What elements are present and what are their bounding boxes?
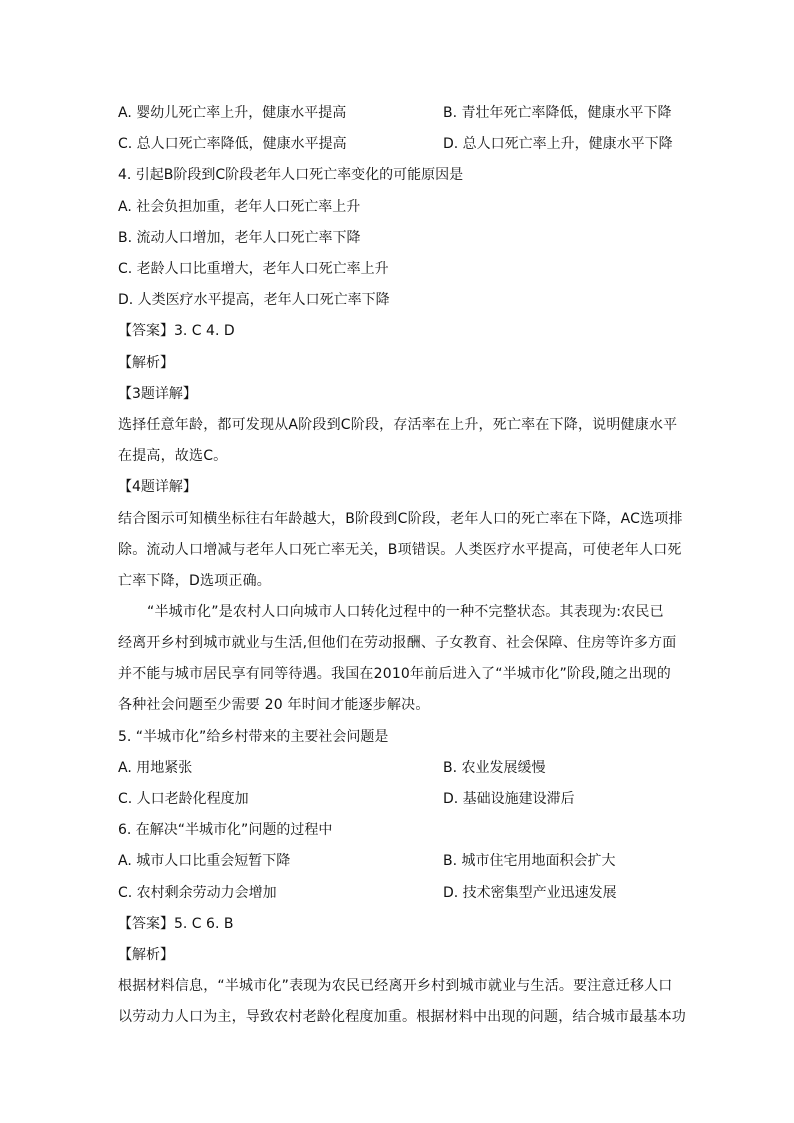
q6-stem: 6. 在解决“半城市化”问题的过程中	[118, 822, 333, 838]
material-line: 并不能与城市居民享有同等待遇。我国在2010年前后进入了“半城市化”阶段,随之出现的	[118, 666, 671, 682]
q4-detail-line: 结合图示可知横坐标往右年龄越大，B阶段到C阶段，老年人口的死亡率在下降，AC选项排	[118, 511, 683, 527]
q4-detail-line: 亡率下降，D选项正确。	[118, 573, 271, 589]
q4-detail-line: 除。流动人口增减与老年人口死亡率无关，B项错误。人类医疗水平提高，可使老年人口死	[118, 542, 682, 558]
q4-stem: 4. 引起B阶段到C阶段老年人口死亡率变化的可能原因是	[118, 167, 464, 183]
answer-5-6: 【答案】5. C 6. B	[118, 916, 234, 932]
q5-option-b: B. 农业发展缓慢	[443, 760, 546, 776]
material-line: 各种社会问题至少需要 20 年时间才能逐步解决。	[118, 697, 430, 713]
q5-option-d: D. 基础设施建设滞后	[443, 791, 575, 807]
q6-option-b: B. 城市住宅用地面积会扩大	[443, 853, 616, 869]
q6-option-d: D. 技术密集型产业迅速发展	[443, 885, 617, 901]
q5-option-c: C. 人口老龄化程度加	[118, 791, 249, 807]
answer-3-4: 【答案】3. C 4. D	[118, 323, 235, 339]
q3-detail-label: 【3题详解】	[118, 386, 197, 402]
analysis-label-2: 【解析】	[118, 947, 174, 963]
q4-detail-label: 【4题详解】	[118, 479, 197, 495]
q3-option-d: D. 总人口死亡率上升，健康水平下降	[443, 136, 673, 152]
analysis-line: 以劳动力人口为主，导致农村老龄化程度加重。根据材料中出现的问题，结合城市最基本功	[118, 1009, 686, 1025]
q4-option-d: D. 人类医疗水平提高，老年人口死亡率下降	[118, 292, 390, 308]
q6-option-a: A. 城市人口比重会短暂下降	[118, 853, 291, 869]
q3-option-b: B. 青壮年死亡率降低，健康水平下降	[443, 105, 672, 121]
q4-option-b: B. 流动人口增加，老年人口死亡率下降	[118, 230, 361, 246]
analysis-line: 根据材料信息，“半城市化”表现为农民已经离开乡村到城市就业与生活。要注意迁移人口	[118, 978, 673, 994]
q3-option-c: C. 总人口死亡率降低，健康水平提高	[118, 136, 347, 152]
q5-stem: 5. “半城市化”给乡村带来的主要社会问题是	[118, 729, 389, 745]
q4-option-a: A. 社会负担加重，老年人口死亡率上升	[118, 199, 361, 215]
q3-detail-line: 选择任意年龄，都可发现从A阶段到C阶段，存活率在上升，死亡率在下降，说明健康水平	[118, 417, 678, 433]
material-line: 经离开乡村到城市就业与生活,但他们在劳动报酬、子女教育、社会保障、住房等许多方面	[118, 635, 677, 651]
q3-detail-line: 在提高，故选C。	[118, 448, 228, 464]
analysis-label-1: 【解析】	[118, 355, 174, 371]
q5-option-a: A. 用地紧张	[118, 760, 193, 776]
q3-option-a: A. 婴幼儿死亡率上升，健康水平提高	[118, 105, 347, 121]
material-line: “半城市化”是农村人口向城市人口转化过程中的一种不完整状态。其表现为:农民已	[147, 604, 664, 620]
q4-option-c: C. 老龄人口比重增大，老年人口死亡率上升	[118, 261, 389, 277]
q6-option-c: C. 农村剩余劳动力会增加	[118, 885, 277, 901]
